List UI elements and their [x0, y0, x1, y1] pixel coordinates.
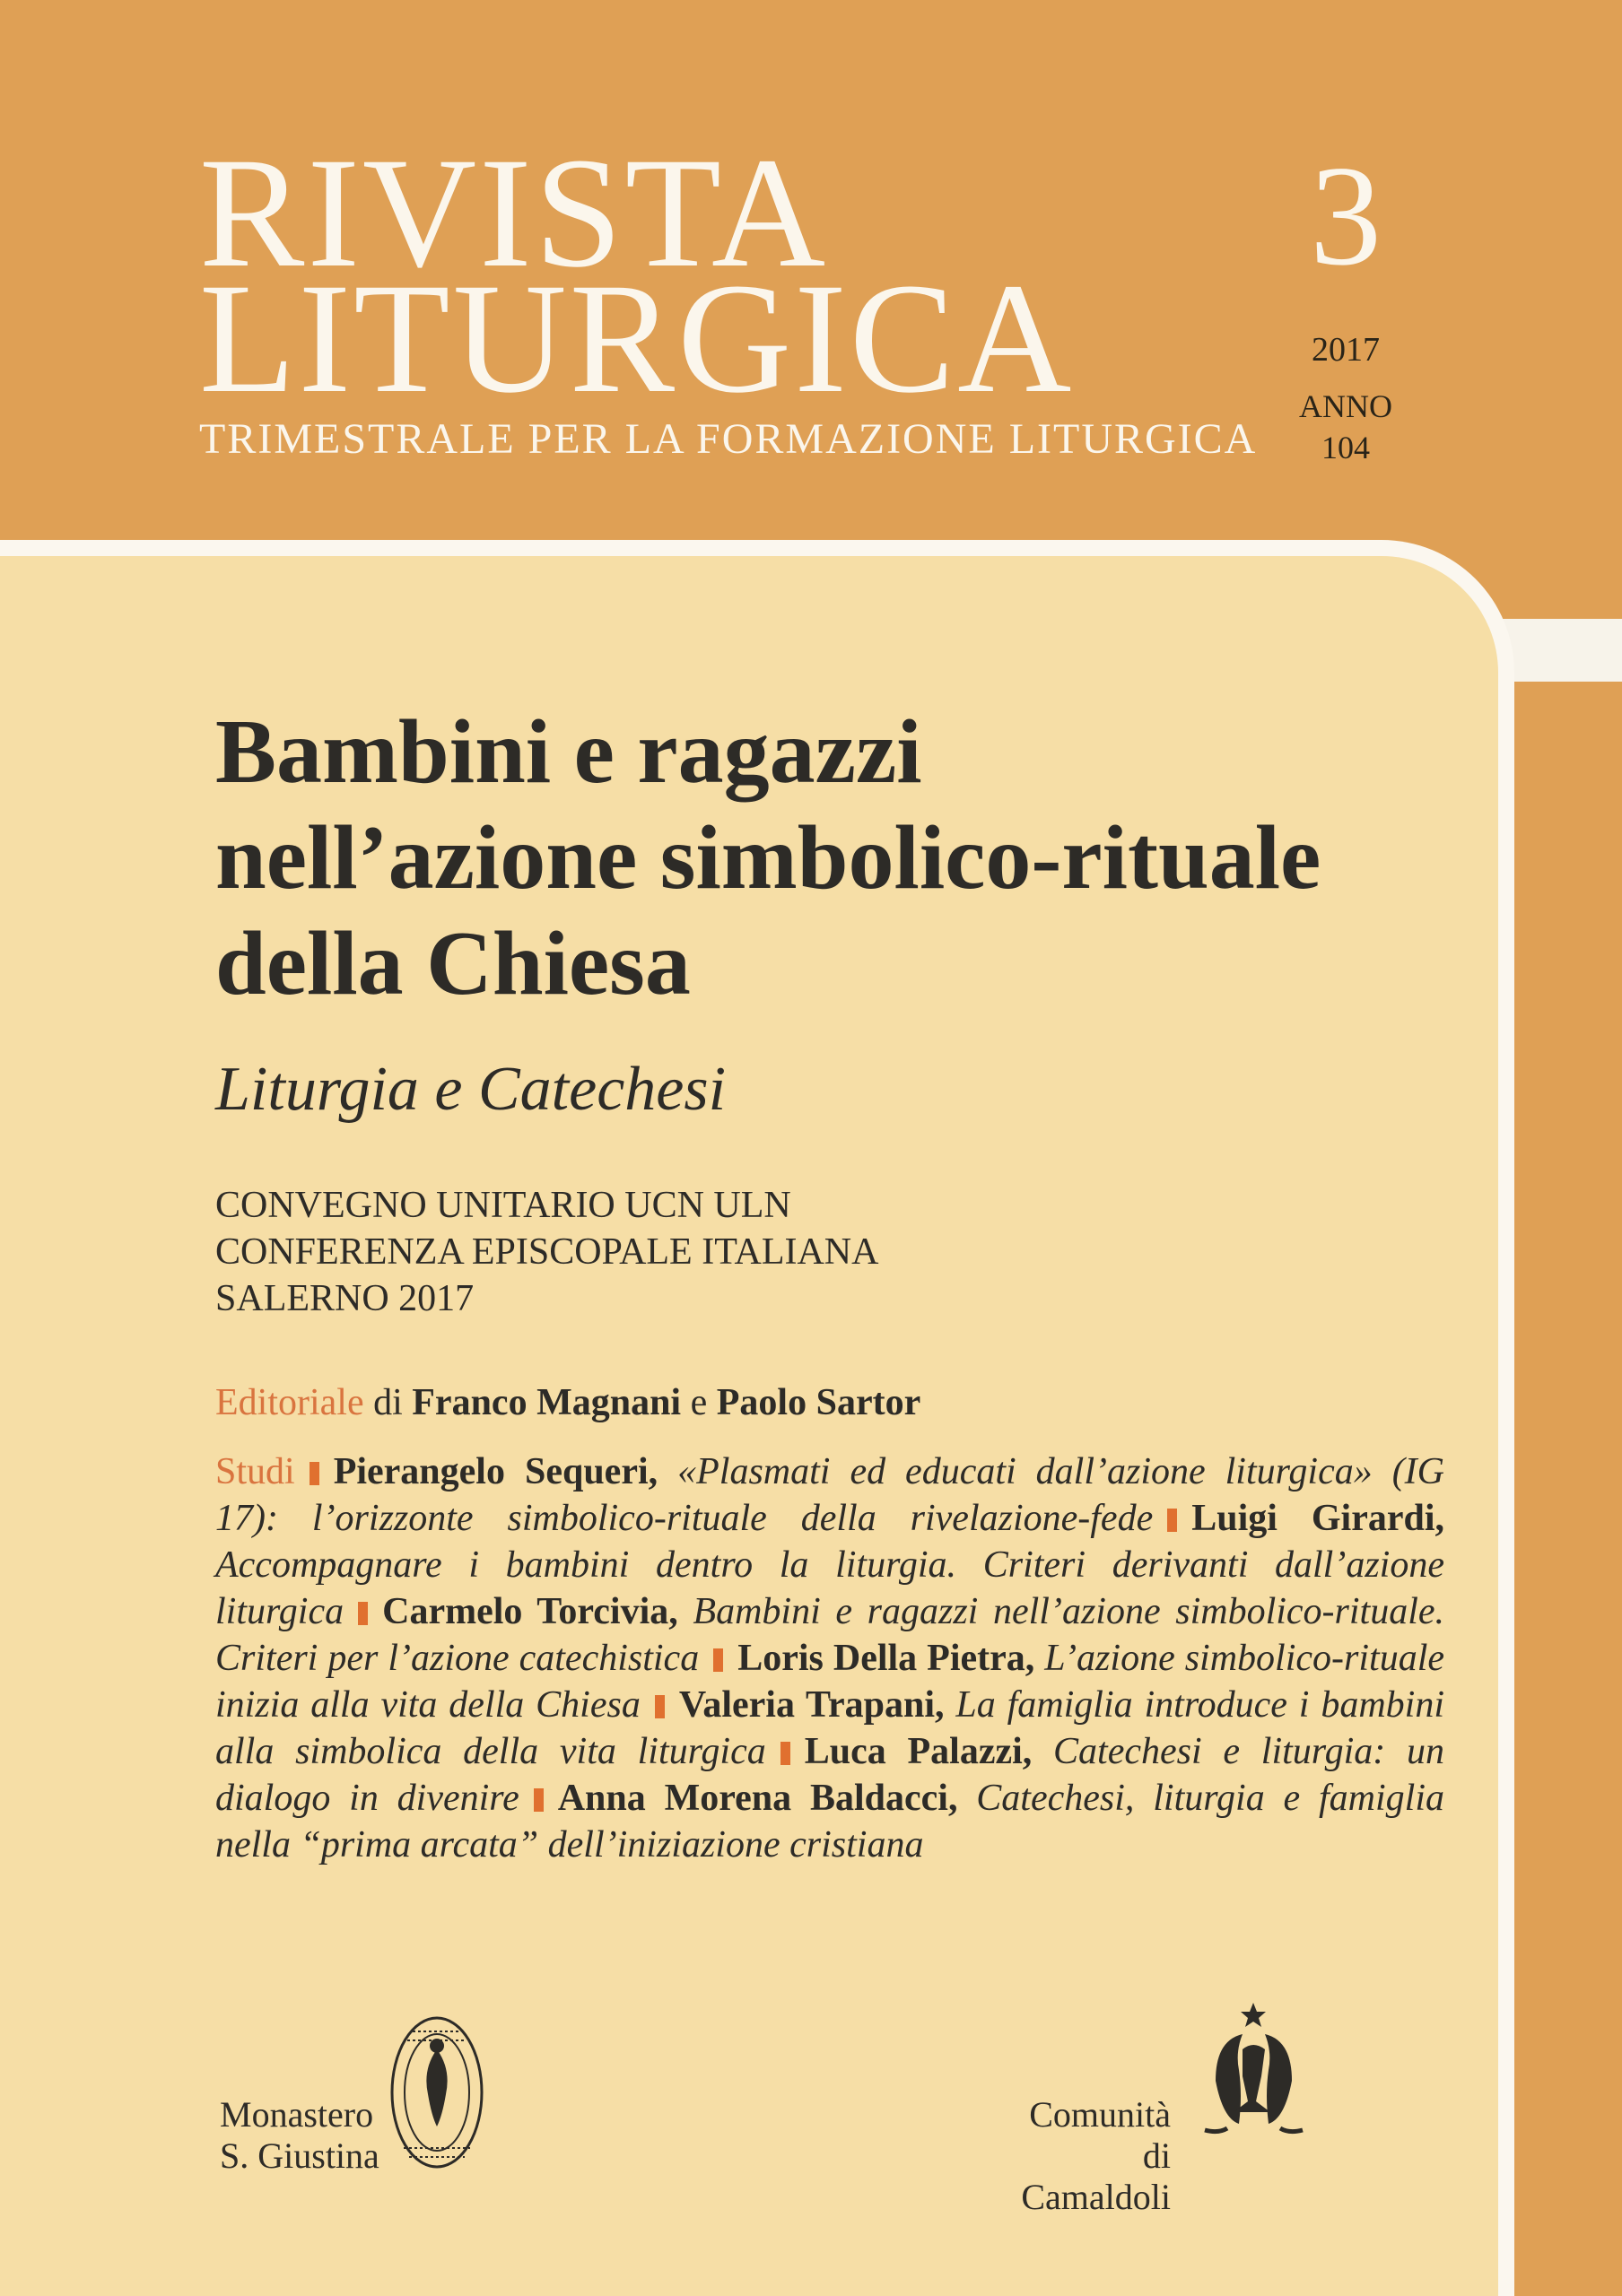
camaldoli-label [1014, 2094, 1171, 2218]
study-title: Catechesi e liturgia: un dialogo in divenire [215, 1731, 1444, 1819]
monastero-line: Monastero [220, 2094, 374, 2135]
editoriale-line [215, 1379, 1444, 1426]
anno-number: 104 [1321, 430, 1370, 465]
camaldoli-line: di Camaldoli [1021, 2135, 1171, 2217]
study-author: Luigi Girardi, [1191, 1498, 1445, 1539]
editoriale-author: Paolo Sartor [716, 1382, 921, 1423]
camaldoli-doves-icon [1198, 1996, 1310, 2152]
editoriale-label: Editoriale [215, 1382, 364, 1423]
study-title: Bambini e ragazzi nell’azione simbolico-rituale. Criteri per l’azione catechistica [215, 1591, 1445, 1679]
study-title: Catechesi, liturgia e famiglia nella “prima arcata” dell’iniziazione cristiana [215, 1778, 1444, 1866]
editoriale-author: Franco Magnani [412, 1382, 682, 1423]
camaldoli-line: Comunità [1029, 2094, 1171, 2135]
study-author: Pierangelo Sequeri, [333, 1451, 658, 1492]
study-author: Valeria Trapani, [678, 1684, 945, 1726]
feature-title-line1: Bambini e ragazzi [215, 701, 922, 803]
study-author: Loris Della Pietra, [737, 1638, 1035, 1679]
issue-year: 2017 [1312, 331, 1380, 369]
convegno-line: CONVEGNO UNITARIO UCN ULN [215, 1185, 791, 1226]
separator-mark [1167, 1509, 1177, 1532]
feature-subtitle: Liturgia e Catechesi [215, 1055, 727, 1124]
studi-label: Studi [215, 1451, 295, 1492]
study-author: Luca Palazzi, [804, 1731, 1033, 1772]
convegno-block [215, 1182, 878, 1322]
masthead-title-line2: LITURGICA [199, 251, 1075, 426]
editoriale-conj: e [690, 1382, 708, 1423]
studi-list [215, 1448, 1444, 1868]
editoriale-di: di [373, 1382, 403, 1423]
feature-title-line2: nell’azione simbolico-rituale [215, 807, 1321, 909]
feature-title-line3: della Chiesa [215, 913, 691, 1014]
masthead-subtitle: TRIMESTRALE PER LA FORMAZIONE LITURGICA [199, 415, 1258, 463]
study-title: «Plasmati ed educati dall’azione liturgica» (IG 17): l’orizzonte simbolico-rituale della rivelazione-fede [215, 1451, 1445, 1539]
monastero-line: S. Giustina [220, 2135, 379, 2176]
separator-mark [310, 1462, 319, 1485]
study-author: Anna Morena Baldacci, [557, 1778, 958, 1819]
separator-mark [655, 1695, 665, 1718]
anno-label: ANNO [1299, 388, 1392, 424]
separator-mark [780, 1742, 790, 1765]
study-title: La famiglia introduce i bambini alla simbolica della vita liturgica [215, 1684, 1444, 1772]
convegno-line: SALERNO 2017 [215, 1278, 475, 1319]
separator-mark [713, 1648, 723, 1672]
separator-mark [358, 1602, 368, 1625]
monastero-label [220, 2094, 379, 2177]
issue-number: 3 [1310, 135, 1382, 295]
masthead-title-line1: RIVISTA [199, 126, 829, 300]
side-band [1514, 682, 1622, 2296]
study-title: Accompagnare i bambini dentro la liturgia. Criteri derivanti dall’azione liturgica [215, 1544, 1444, 1632]
study-author: Carmelo Torcivia, [382, 1591, 678, 1632]
study-title: L’azione simbolico-rituale inizia alla vita della Chiesa [215, 1638, 1444, 1726]
separator-mark [534, 1788, 544, 1812]
convegno-line: CONFERENZA EPISCOPALE ITALIANA [215, 1231, 879, 1273]
monastero-seal-icon [388, 2013, 486, 2170]
feature-title [215, 700, 1471, 1017]
